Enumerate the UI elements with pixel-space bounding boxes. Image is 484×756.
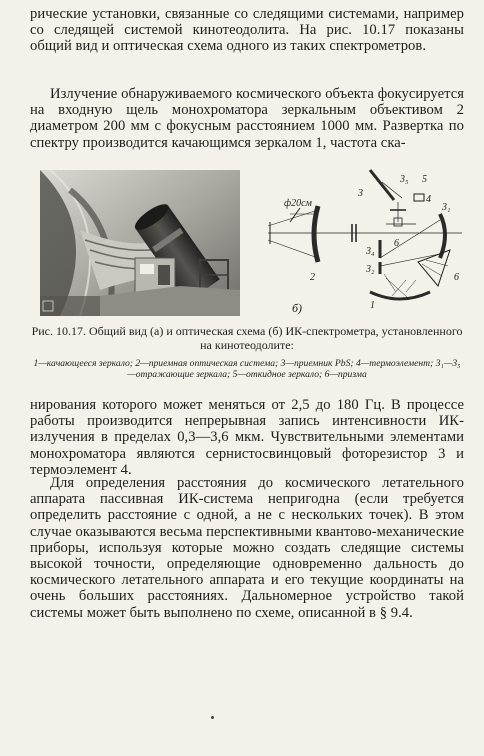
paragraph-continuation <box>30 6 464 55</box>
label-3: 3 <box>358 188 363 199</box>
label-3-2: 3₂ <box>366 264 375 275</box>
figure-10-17 <box>30 162 464 322</box>
paragraph-1-text: рические установки, связанные со следящими системами, например со следящей системой кинотеодолита. На рис. 10.17 показаны общий вид и оптическая схема одного из таких спектрометров. <box>30 6 464 55</box>
paragraph-distance <box>30 475 464 621</box>
label-6: 6 <box>454 272 459 283</box>
paragraph-3-text: нирования которого может меняться от 2,5 до 180 Гц. В процессе работы производится непрерывная запись интенсивности ИК-излучения в пределах 0,3—3,6 мкм. Чувствительными элементами монохроматора являются сернистосвинцовый фоторезистор 3 и термоэлемент 4. <box>30 397 464 478</box>
paragraph-4-text: Для определения расстояния до космического летательного аппарата пассивная ИК-система непригодна (если требуется определить расстояние с одной, а не с нескольких точек). В этом случае оказываются весьма перспективными квантово-механические приборы, используя которые можно создать следящие системы высокой точности, определяющие одновременно дальность до космического летательного аппарата и его текущие координаты на очень больших расстояниях. Дальномерное устройство такой системы может быть выполнено по схеме, описанной в § 9.4. <box>30 475 464 621</box>
spectrometer-photo <box>40 170 240 316</box>
paragraph-2-text: Излучение обнаруживаемого космического объекта фокусируется на входную щель монохроматора зеркальным объективом 2 диаметром 200 мм с фокусным расстоянием 1000 мм. Развертка по спектру производится качающимся зеркалом 1, частота ска- <box>30 86 464 151</box>
label-4: 6 <box>394 238 399 249</box>
label-3-5: 4 <box>426 194 431 205</box>
optical-scheme-drawing <box>266 162 462 322</box>
label-5: 5 <box>422 174 427 185</box>
scheme-label: б) <box>292 301 303 315</box>
page-dot <box>211 716 214 719</box>
label-2: 2 <box>310 272 315 283</box>
label-3-1: 3₁ <box>442 202 451 213</box>
paragraph-scanning <box>30 397 464 478</box>
paragraph-ir-radiation <box>30 86 464 151</box>
optical-scheme <box>266 162 462 322</box>
figure-legend: 1—качающееся зеркало; 2—приемная оптическая система; 3—приемник PbS; 4—термоэлемент; 3₁—3₅—отражающие зеркала; 5—откидное зеркало; 6—призма <box>33 358 461 380</box>
figure-caption: Рис. 10.17. Общий вид (а) и оптическая схема (б) ИК-спектрометра, установленного на кинотеодолите: <box>31 324 463 352</box>
label-3-4: 3₅ <box>400 174 409 185</box>
photo-illustration <box>40 170 240 316</box>
label-3-3: 3₄ <box>366 246 375 257</box>
label-1: 1 <box>370 300 375 311</box>
diameter-label: ф20см <box>284 198 312 209</box>
